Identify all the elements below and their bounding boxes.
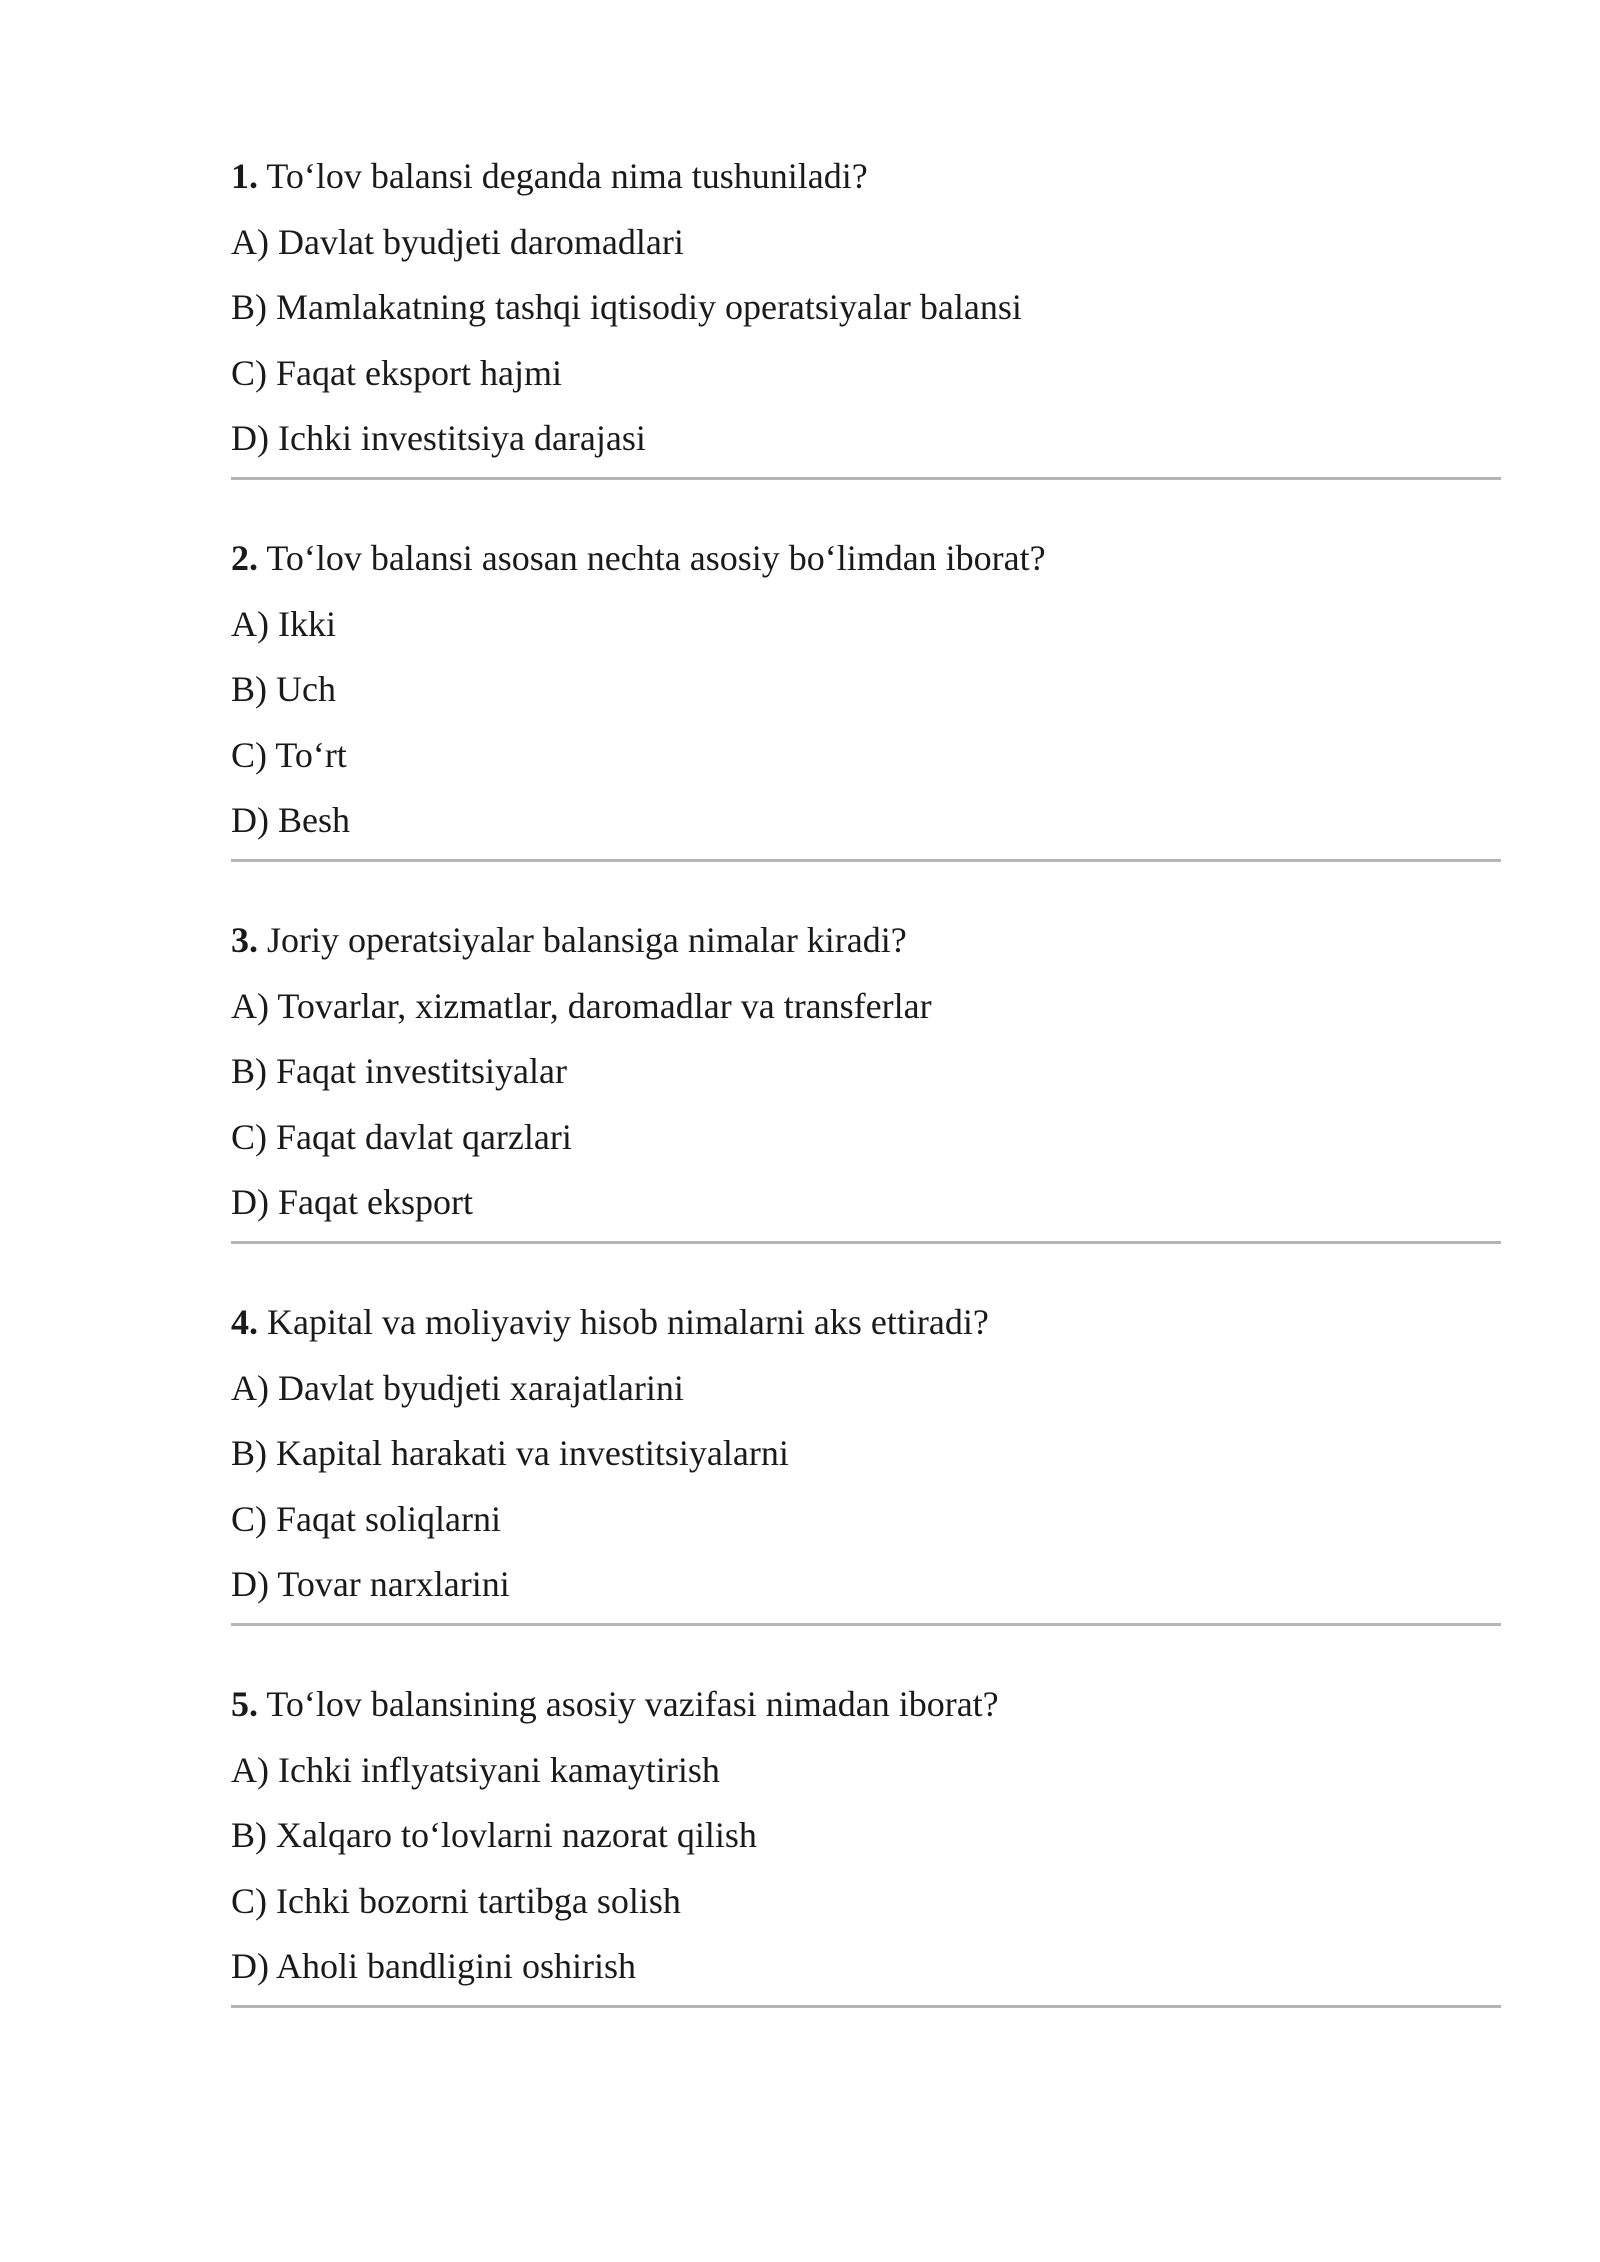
answer-option-a: A) Ikki xyxy=(231,603,336,644)
question-4 xyxy=(231,1296,1501,1678)
question-5 xyxy=(231,1678,1501,2060)
divider xyxy=(231,2005,1501,2008)
answer-option-a: A) Ichki inflyatsiyani kamaytirish xyxy=(231,1749,720,1790)
question-text xyxy=(231,532,1501,598)
answer-option-c: C) To‘rt xyxy=(231,734,347,775)
answer-option-b: B) Mamlakatning tashqi iqtisodiy operatsiyalar balansi xyxy=(231,287,1022,327)
question-text xyxy=(231,150,1501,216)
question-number: 4. xyxy=(231,1302,258,1342)
answer-option-b: B) Uch xyxy=(231,669,336,709)
divider xyxy=(231,1623,1501,1626)
answer-option-b: B) Faqat investitsiyalar xyxy=(231,1051,567,1091)
question-prompt: To‘lov balansi deganda nima tushuniladi? xyxy=(266,156,868,196)
question-prompt: To‘lov balansining asosiy vazifasi nimadan iborat? xyxy=(266,1684,999,1724)
question-number: 3. xyxy=(231,920,258,960)
answer-option-d: D) Tovar narxlarini xyxy=(231,1564,510,1604)
answer-option-c: C) Ichki bozorni tartibga solish xyxy=(231,1880,681,1921)
answer-option-d: D) Ichki investitsiya darajasi xyxy=(231,418,646,458)
answer-option-d: D) Faqat eksport xyxy=(231,1182,473,1222)
question-prompt: Kapital va moliyaviy hisob nimalarni aks ettiradi? xyxy=(267,1302,989,1342)
question-number: 2. xyxy=(231,538,258,578)
answer-option-b: B) Xalqaro to‘lovlarni nazorat qilish xyxy=(231,1815,757,1855)
divider xyxy=(231,859,1501,862)
question-number: 1. xyxy=(231,156,258,196)
question-1 xyxy=(231,150,1501,532)
answer-option-a: A) Davlat byudjeti xarajatlarini xyxy=(231,1367,684,1408)
quiz-page xyxy=(231,150,1501,2060)
question-number: 5. xyxy=(231,1684,258,1724)
question-prompt: Joriy operatsiyalar balansiga nimalar kiradi? xyxy=(267,920,907,960)
answer-option-c: C) Faqat eksport hajmi xyxy=(231,352,562,393)
divider xyxy=(231,1241,1501,1244)
answer-option-a: A) Tovarlar, xizmatlar, daromadlar va transferlar xyxy=(231,985,932,1026)
question-3 xyxy=(231,914,1501,1296)
question-text xyxy=(231,1678,1501,1744)
question-prompt: To‘lov balansi asosan nechta asosiy bo‘limdan iborat? xyxy=(266,538,1046,578)
question-2 xyxy=(231,532,1501,914)
divider xyxy=(231,477,1501,480)
answer-option-d: D) Aholi bandligini oshirish xyxy=(231,1946,636,1986)
answer-option-c: C) Faqat davlat qarzlari xyxy=(231,1116,572,1157)
answer-option-d: D) Besh xyxy=(231,800,350,840)
answer-option-a: A) Davlat byudjeti daromadlari xyxy=(231,221,684,262)
answer-option-b: B) Kapital harakati va investitsiyalarni xyxy=(231,1433,789,1473)
question-text xyxy=(231,914,1501,980)
answer-option-c: C) Faqat soliqlarni xyxy=(231,1498,501,1539)
question-text xyxy=(231,1296,1501,1362)
